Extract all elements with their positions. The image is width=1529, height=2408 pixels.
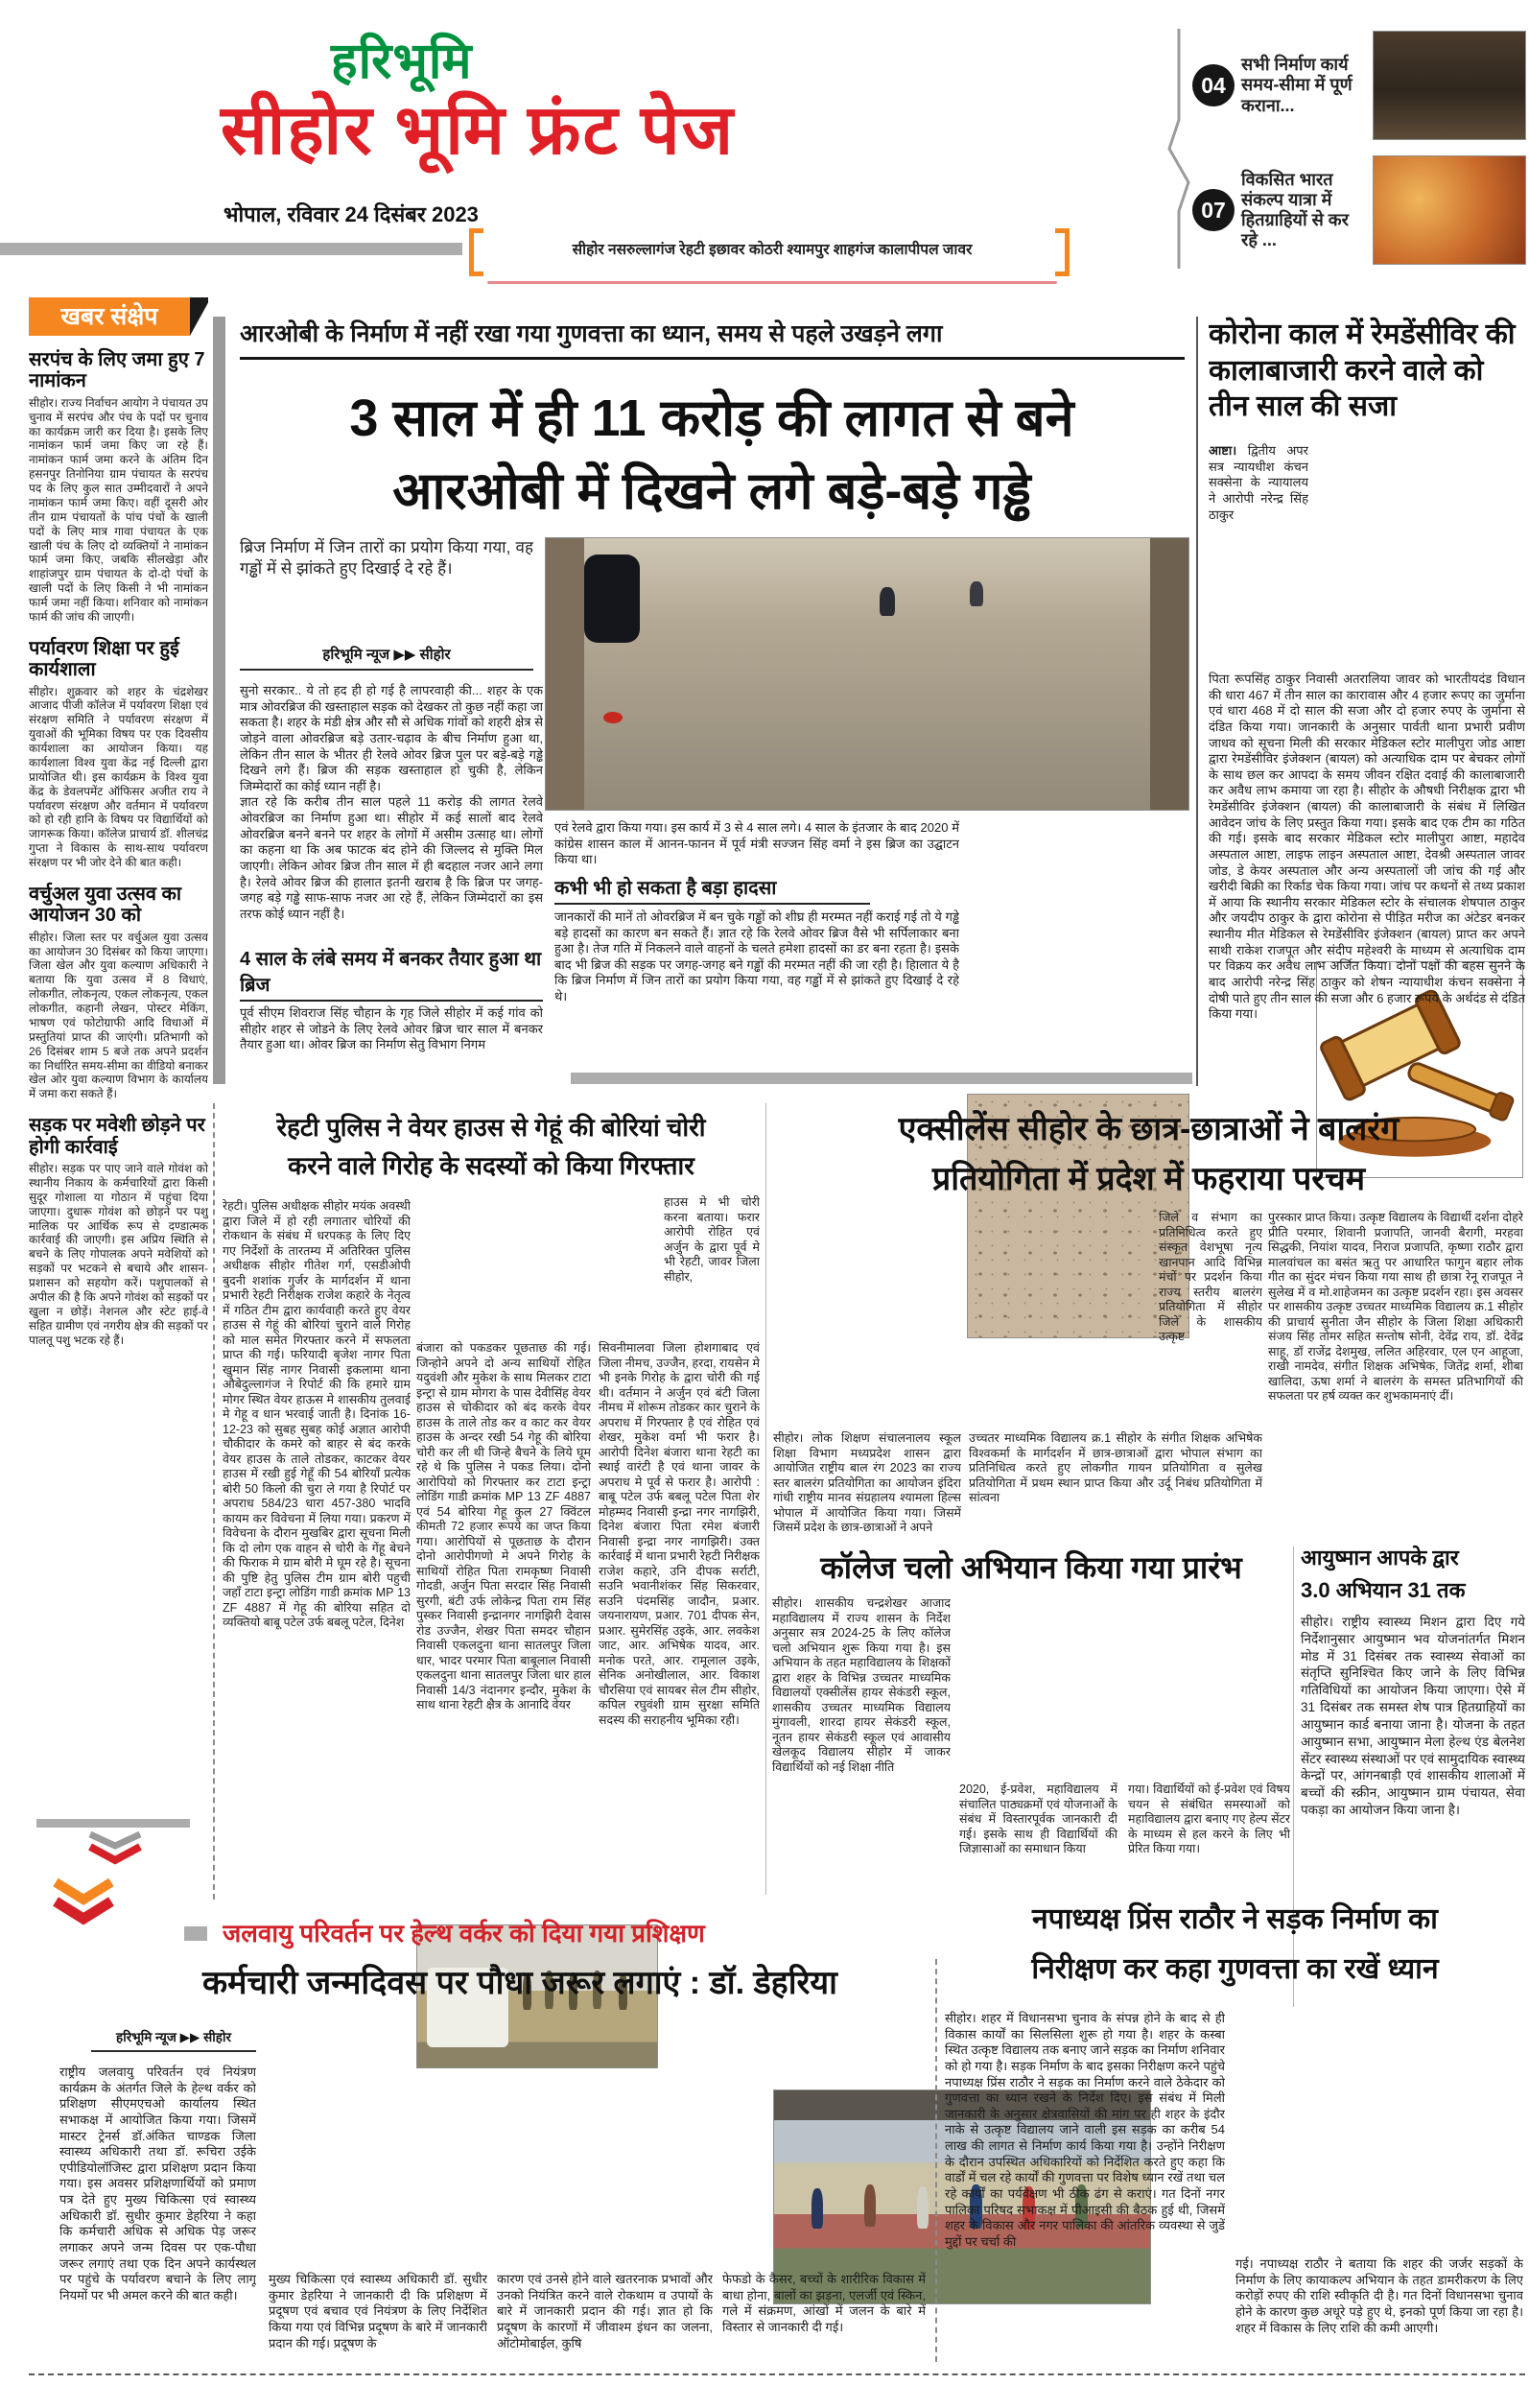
road-headline-line2: निरीक्षण कर कहा गुणवत्ता का रखें ध्यान [1031, 1953, 1439, 1985]
road-headline-line1: नपाध्यक्ष प्रिंस राठौर ने सड़क निर्माण का [1032, 1903, 1438, 1935]
lead-para-2: ज्ञात रहे कि करीब तीन साल पहले 11 करोड़ की लागत रेलवे ओवरब्रिज का निर्माण हुआ था। सीहोर में कई सालों बाद रेलवे ओवरब्रिज बनने बनने पर शहर के लोगों में असीम उत्साह था। लोगों का कहना था कि अब फाटक बंद होने की जिल्लद से मुक्ति मिल जाएगी। लेकिन ओवर ब्रिज तीन साल में ही बदहाल नजर आने लगा है। रेलवे ओवर ब्रिज की हालात इतनी खराब है कि ब्रिज पर जगह-जगह बड़े गड्ढे साफ-साफ नजर आ रहे हैं, लेकिन जिम्मेदारों का इस तरफ कोई ध्यान नहीं है। [240, 794, 543, 921]
brief-title: वर्चुअल युवा उत्सव का आयोजन 30 को [29, 883, 182, 927]
teaser-divider-line [1166, 29, 1191, 269]
yatra-crowd-photo [1373, 155, 1526, 265]
lead-para-4: जानकारों की मानें तो ओवरब्रिज में बन चुके गड्ढों को शीघ्र ही मरम्मत नहीं कराई गई तो ये गड्ढे बड़े हादसों का कारण बन सकते हैं। ज्ञात रहे कि रेलवे ओवर ब्रिज वैसे भी सर्पिलाकार बना हुआ है। तेज गति में निकलने वाले वाहनों के चलते हमेशा हादसों का डर बना रहता है। इसके बाद भी ब्रिज की सड़क पर जगह-जगह बने गड्ढों की मरम्मत नहीं की जा रही है। हिालात ये है कि ब्रिज निर्माण में जिन तारों का प्रयोग किया गया, वह गड्ढों में से झांकते हुए दिखाई दे रहे थे। [554, 909, 959, 1003]
masthead-dateline: भोपाल, रविवार 24 दिसंबर 2023 [223, 202, 479, 226]
rehti-headline-line2: करने वाले गिरोह के सदस्यों को किया गिरफ्तार [288, 1151, 694, 1180]
sidebar-footer-bar [36, 1819, 190, 1828]
brief-body: सीहोर। राज्य निर्वाचन आयोग ने पंचायत उप चुनाव में सरपंच और पंच के पदों पर चुनाव का कार्यक्रम जारी कर दिया है। इसके लिए नामांकन फार्म जमा किए जा रहे हैं। नामांकन फार्म जमा करने के अंतिम दिन हसनपुर तिनोनिया ग्राम पंचायत के सरपंच पद के लिए कुल सात उम्मीदवारों ने अपने नामांकन फार्म जमा किए। वहीं दूसरी ओर तीन ग्राम पंचायतों के पांच पंचों के खाली पदों के लिए मात्र गावा पंचायत के एक खाली पंच के लिए दो व्यक्तियों ने नामांकन फार्म जमा किए, जबकि सीलखेड़ा और शाहांजपुर ग्राम पंचायत के दो-दो पंचों के खाली पदों के लिए किसी ने भी नामांकन फार्म जमा नहीं किया। शनिवार को नामांकन फार्म की जांच की जाएगी। [29, 395, 208, 624]
section-divider-dashed [935, 1959, 937, 2362]
training-strip-headline: जलवायु परिवर्तन पर हेल्थ वर्कर को दिया गया प्रशिक्षण [223, 1919, 705, 1948]
road-column-2: गई। नपाध्यक्ष राठौर ने बताया कि शहर की जर्जर सड़कों के निर्माण के लिए कायाकल्प अभियान के तहत डामरीकरण के लिए करोड़ों रुपए की राशि स्वीकृति दी है। गत दिनों विधानसभा चुनाव होने के कारण कुछ अधूरे पड़े हुए थे, इनको पूर्ण किया जा रहा है। शहर में विकास के लिए राशि की कमी आएगी। [1235, 2256, 1523, 2335]
balrang-side-column: जिले व संभाग का प्रतिनिधित्व करते हुए संस्कृत वेशभूषा नृत्य खानपान आदि विभिन्न मंचों पर प्रदर्शन किया राज्य स्तरीय बालरंग प्रतियोगिता में सीहोर जिले के शासकीय उत्कृष्ट [1159, 1211, 1262, 1343]
lead-story-left-bar [213, 317, 225, 1084]
edition-nav: सीहोर नसरुल्लागंज रेहटी इछावर कोठरी श्यामपुर शाहगंज कालापीपल जावर [572, 242, 973, 258]
court-story-headline: कोरोना काल में रेमडेंसीविर की कालाबाजारी करने वाले को तीन साल की सजा [1209, 319, 1516, 422]
lead-para-1: सुनो सरकार.. ये तो हद ही हो गई है लापरवाही की... शहर के एक मात्र ओवरब्रिज की खस्ताहाल सड़क को देखकर तो कुछ नहीं कहा जा सकता है। शहर के मंडी क्षेत्र और सौ से अधिक गांवों को शहरी क्षेत्र से जोड़ने वाला ओवरब्रिज बड़े उतार-चढ़ाव के बीच निर्माण हुआ था, लेकिन तीन साल के भीतर ही रेलवे ओवर ब्रिज पुल पर बड़े-बड़े गड्ढे दिखने लगे हैं। ब्रिज की सड़क खस्ताहाल हो चुकी है, लेकिन जिम्मेदारों का कोई ध्यान नहीं है। [240, 683, 543, 793]
college-column-3: गया। विद्यार्थियों को ई-प्रवेश एवं विषय चयन से संबंधित समस्याओं को महाविद्यालय द्वारा बनाए गए हेल्प सेंटर के माध्यम से हल करने के लिए भी प्रेरित किया गया। [1128, 1782, 1290, 1855]
brief-title: सड़क पर मवेशी छोड़ने पर होगी कार्रवाई [29, 1115, 205, 1158]
banner-fold-decoration [190, 297, 208, 336]
byline-agency: हरिभूमि न्यूज [322, 647, 390, 663]
masthead-brand: हरिभूमि [331, 34, 473, 89]
section-divider-dashed [213, 1103, 215, 1900]
student-figure [864, 2184, 876, 2227]
lead-para-3b: एवं रेलवे द्वारा किया गया। इस कार्य में 3 से 4 साल लगे। 4 साल के इंतजार के बाद 2020 में कांग्रेस शासन काल में आनन-फानन में पूर्व मंत्री सज्जन सिंह वर्मा ने इस ब्रिज का उद्घाटन किया था। [554, 820, 959, 867]
college-column-1: सीहोर। शासकीय चन्द्रशेखर आजाद महाविद्यालय में राज्य शासन के निर्देश अनुसार सत्र 2024-25 के लिए कॉलेज चलो अभियान शुरू किया गया है। इस अभियान के तहत महाविद्यालय के शिक्षकों द्वारा शहर के विभिन्न उच्चतर माध्यमिक विद्यालयों एक्सीलेंस हायर सेकंडरी स्कूल, शासकीय उच्चतर माध्यमिक विद्यालय मुंगावली, शारदा हायर सेकंडरी स्कूल, नूतन हायर सेकंडरी स्कूल एवं आवासीय खेलकूद विद्यालय सीहोर में जाकर विद्यार्थियों को नई शिक्षा नीति [772, 1596, 951, 1774]
brief-body: सीहोर। सड़क पर पाए जाने वाले गोवंश को स्थानीय निकाय के कर्मचारियों द्वारा किसी सुदूर गोशाला या गोठान में पहुंचा दिया जाएगा। दुधारू गोवंश को छोड़ने पर पशु मालिक पर आर्थिक रूप से दण्डात्मक कार्रवाई की जाएगी। इस अप्रिय स्थिति से बचने के लिए गोपालक अपने मवेशियों को सड़कों पर भटकने से बचाये और शासन-प्रशासन को सहयोग करें। पशुपालकों से अपील की है कि अपने गोवंश को सड़कों पर खुला न छोड़ें। नेशनल और स्टेट हाई-वे सहित ग्रामीण एवं नगरीय क्षेत्र की सड़कों पर पालतू पशु भटक रहे हैं। [29, 1162, 208, 1347]
lead-story-byline [240, 645, 533, 671]
column-rule [1196, 317, 1198, 1086]
college-column-2: 2020, ई-प्रवेश, महाविद्यालय में संचालित पाठ्यक्रमों एवं योजनाओं के संबंध में विस्तारपूर्वक जानकारी दी गई। इसके साथ ही विद्यार्थियों की जिज्ञासाओं का समाधान किया [959, 1782, 1117, 1855]
ayushman-body: सीहोर। राष्ट्रीय स्वास्थ्य मिशन द्वारा दिए गये निर्देशानुसार आयुष्मान भव योजनांतर्गत मिशन मोड में 31 दिसंबर तक स्वास्थ्य सेवाओं का संतृप्ति सुनिश्चित किए जाने के लिए विभिन्न गतिविधियों का आयोजन किया जाएगा। ऐसे में 31 दिसंबर तक समस्त शेष पात्र हितग्राहियों का आयुष्मान कार्ड बनाया जाना है। योजना के तहत आयुष्मान सभा, आयुष्मान मेला हेल्थ एंड बेलनेश सेंटर स्वास्थ्य संस्थाओं पर एवं सामुदायिक स्वास्थ्य केन्द्रों पर, आंगनबाड़ी एवं शासकीय शालाओं में बच्चों की स्क्रीन, आयुष्मान ग्राम पंचायत, सेवा पकड़ा का आयोजन किया जाना है। [1301, 1615, 1525, 1817]
teaser-headline: सभी निर्माण कार्य समय-सीमा में पूर्ण कराना... [1241, 55, 1353, 115]
fast-forward-icon: ▶▶ [393, 647, 416, 663]
court-lead-text: द्वितीय अपर सत्र न्यायधीश कंचन सक्सेना के न्यायालय ने आरोपी नरेन्द्र सिंह ठाकुर [1209, 443, 1308, 522]
plant-column-1: राष्ट्रीय जलवायु परिवर्तन एवं नियंत्रण कार्यक्रम के अंतर्गत जिले के हेल्थ वर्कर को प्रशिक्षण सीएमएचओ कार्यालय स्थित सभाकक्ष में आयोजित किया गया। जिसमें मास्टर ट्रेनर्स डॉ.अंकित चाण्डक जिला स्वास्थ्य अधिकारी तथा डॉ. रूचिरा उईके एपीडियोलॉजिस्ट द्वारा प्रशिक्षण प्रदान किया गया। इस अवसर प्रशिक्षणार्थियों को प्रमाण पत्र देते हुए मुख्य चिकित्सा एवं स्वास्थ्य अधिकारी डॉ. सुधीर कुमार डेहरिया ने कहा कि कर्मचारी अधिक से अधिक पेड़ जरूर लगाकर अपने जन्म दिवस पर एक-पौधा जरूर लगाएं तथा एक दिन अपने कार्यस्थल पर पहुंचे के पर्यावरण बचाने के लिए लागू नियमों पर भी अमल करने की बात कही। [59, 2065, 256, 2302]
balrang-headline-line1: एक्सीलेंस सीहोर के छात्र-छात्राओं ने बालरंग [898, 1111, 1400, 1147]
plant-column-3: कारण एवं उनसे होने वाले खतरनाक प्रभावों और उनको नियंत्रित करने वाले रोकथाम व उपायों के बारे में जानकारी प्रदान की गई। ज्ञात हो कि प्रदूषण के कारणों में जीवाश्म इंधन का जलना, ऑटोमोबाईल, कुषि [497, 2272, 713, 2350]
lead-story-headline-line2: आरओबी में दिखने लगे बड़े-बड़े गड्ढे [392, 462, 1031, 520]
lead-story-headline-line1: 3 साल में ही 11 करोड़ की लागत से बने [349, 390, 1074, 447]
lead-story-bottom-bar [571, 1073, 1192, 1084]
header-gray-bar [0, 243, 462, 255]
balrang-below-column-2: उच्चतर माध्यमिक विद्यालय क्र.1 सीहोर के संगीत शिक्षक अभिषेक विश्वकर्मा के मार्गदर्शन में छात्र-छात्राओं द्वारा भोपाल संभाग का प्रतिनिधित्व करते हुए लोकगीत गायन प्रतियोगिता व सुलेख प्रतियोगिता में प्रथम स्थान प्राप्त किया और उर्दू निबंध प्रतियोगिता में सांत्वना [969, 1431, 1262, 1504]
rehti-column-2: बंजारा को पकडकर पूछताछ की गई। जिन्होने अपने दो अन्य साथियों रोहित यदुवंशी और मुकेश के साथ मिलकर टाटा इन्ट्रा से ग्राम मोगरा के पास देवीसिंह वेयर हाउस से चोकीदार को बंद करके वेयर हाउस के ताले तोड कर व काट कर वेयर हाउस के अन्दर रखी 54 गेहू की बोरिया चोरी कर ली थी जिन्हे बैचने के लिये घूम रहे थे कि पुलिस ने पकड लिया। दोनो आरोपियो को गिरफ्तार कर टाटा इन्ट्रा लोडिंग गाडी क्रमांक MP 13 ZF 4887 एवं 54 बोरिया गेहू कुल 27 क्विंटल कीमती 72 हजार रूपये का जप्त किया गया। आरोपियों से पूछताछ के दौरान दोनो आरोपीगणो मे अपने गिरोह के साथियों रोहित पिता रामकृष्ण निवासी गोदडी, अर्जुन पिता सरदार सिंह निवासी सुरगी, बंटी उर्फ लोकेन्द्र पिता राम सिंह पुस्कर निवासी इन्द्रानगर नागझिरी देवास रोड उज्जैन, शेखर पिता समदर चौहान निवासी एकलदुना थाना सातलपुर जिला धार, भादर परमार पिता बाबूलाल निवासी एकलदुना थाना सातलपुर जिला धार हाल निवासी 14/3 नंदानगर इन्दौर, मुकेश के साथ थाना रेहटी क्षैत्र के आनादि वेयर [416, 1341, 591, 1712]
rider-figure [880, 587, 895, 616]
chevron-down-icon [50, 1877, 117, 1932]
masthead-title: सीहोर भूमि फ्रंट पेज [221, 92, 736, 169]
brief-title: पर्यावरण शिक्षा पर हुई कार्यशाला [29, 637, 179, 681]
teaser-item [1192, 153, 1526, 267]
teaser-headline: विकसित भारत संकल्प यात्रा में हितग्राहियों से कर रहे ... [1241, 169, 1349, 250]
balrang-below-column-1: सीहोर। लोक शिक्षण संचालनालय स्कूल शिक्षा विभाग मध्यप्रदेश शासन द्वारा आयोजित राष्ट्रीय बाल रंग 2023 का राज्य स्तर बालरंग प्रतियोगिता का आयोजन इंदिरा गांधी राष्ट्रीय मानव संग्रहालय श्यामला हिल्स भोपाल में आयोजित किया गया। जिसमें जिसमें प्रदेश के छात्र-छात्राओं ने अपने [773, 1431, 961, 1534]
lead-story-subsection [240, 945, 543, 1070]
bridge-road-photo [545, 537, 1189, 811]
balrang-right-column: पुरस्कार प्राप्त किया। उत्कृष्ट विद्यालय के विद्यार्थी दर्शना दोहरे प्रीति परमार, शिवानी प्रजापति, जानवी बैरागी, मरहवा सिद्धकी, नियांश यादव, निराज प्रजापति, कृष्णा राठौर द्वारा मालवांचल का बसंत ऋतु पर आधारित फागुन बहार लोक गीत का सुंदर मंचन किया गया साथ ही छात्रा रेनू राजपूत ने सुलेख में व मो.शाहेजमन का उत्कृष्ट प्रदर्शन रहा। इस अवसर पर शासकीय उत्कृष्ट उच्चतर माध्यमिक विद्यालय क्र.1 सीहोर की प्राचार्य सुनीता जैन सीहोर के जिला शिक्षा अधिकारी संजय सिंह तोमर सहित सन्तोष सोनी, देवेंद्र राय, डॉ. देवेंद्र साहू, डॉ राजेंद्र देशमुख, ललित अहिरवार, एल एन आहूजा, राखी नामदेव, संगीत शिक्षक अभिषेक, जितेंद्र शर्मा, शीबा खालिदा, ऊषा शर्मा ने बालरंग के समस्त प्रतिभागियों की सफलता पर हर्ष व्यक्त कर शुभकामनाएं दीं। [1268, 1211, 1523, 1403]
student-figure [812, 2188, 823, 2229]
column-rule [765, 1103, 766, 1895]
ayushman-headline-line2: 3.0 अभियान 31 तक [1301, 1578, 1466, 1602]
plant-story-byline [91, 2028, 256, 2052]
byline-place: सीहोर [419, 647, 451, 663]
news-brief-banner [29, 297, 190, 336]
nav-underline [487, 281, 1057, 284]
news-brief-sidebar [29, 297, 208, 1813]
collector-meeting-photo [1373, 31, 1526, 140]
column-rule [1293, 1546, 1294, 2007]
nav-bracket-left [469, 228, 483, 276]
balrang-headline-line2: प्रतियोगिता में प्रदेश में फहराया परचम [931, 1161, 1366, 1197]
college-headline: कॉलेज चलो अभियान किया गया प्रारंभ [820, 1550, 1242, 1585]
court-story-lead [1209, 443, 1308, 662]
brief-body: सीहोर। शुक्रवार को शहर के चंद्रशेखर आजाद पीजी कॉलेज में पर्यावरण शिक्षा एवं संरक्षण समिति ने पर्यावरण संरक्षण में युवाओं की भूमिका विषय पर एक दिवसीय कार्यशाला का आयोजन किया। यह कार्यशाला विश्व युवा केंद्र नई दिल्ली द्वारा प्रायोजित थी। इस कार्यक्रम के विश्व युवा केंद्र के डेवलपमेंट ऑफिसर अजीत राय ने पर्यावरण संरक्षण और वर्तमान में पर्यावरण को हो रही हानि के विषय पर विद्यार्थियों को जागरूक किया। कॉलेज प्राचार्य डॉ. शीलचंद्र गुप्ता ने विकास के साथ-साथ पर्यावरण संरक्षण पर भी जोर देने की बात कही। [29, 684, 208, 870]
court-dateline: आष्टा। [1209, 443, 1237, 458]
plant-column-2: मुख्य चिकित्सा एवं स्वास्थ्य अधिकारी डॉ. सुधीर कुमार डेहरिया ने जानकारी दी कि प्रशिक्षण में प्रदूषण एवं बचाव एवं नियंत्रण के लिए निर्देशित किया गया एवं विभिन्न प्रदूषण के बारे में जानकारी प्रदान की गई। प्रदूषण के [269, 2272, 487, 2350]
student-figure [917, 2186, 929, 2229]
motorcyclist-silhouette [584, 555, 640, 643]
rehti-headline-line1: रेहटी पुलिस ने वेयर हाउस से गेहूं की बोरियां चोरी [276, 1113, 706, 1142]
lead-story-subhead-1: 4 साल के लंबे समय में बनकर तैयार हुआ था ब्रिज [240, 945, 543, 1002]
road-column-1: सीहोर। शहर में विधानसभा चुनाव के संपन्न होने के बाद से ही विकास कार्यों का सिलसिला शुरू हो गया है। शहर के कस्बा स्थित उत्कृष्ट विद्यालय तक बनाए जाने सड़क का निर्माण शनिवार को हो गया है। सड़क निर्माण के बाद इसका निरीक्षण करने पहुंचे नपाध्यक्ष प्रिंस राठौर ने सड़क का निर्माण करने वाले ठेकेदार को गुणवत्ता का ध्यान रखने के निर्देश दिए। इस संबंध में मिली जानकारी के अनुसार क्षेत्रवासियों की मांग पर ही शहर के इंदौर नाके से उत्कृष्ट विद्यालय जाने वाली इस सड़क का करीब 54 लाख की लागत से निर्माण कार्य किया गया है। उन्होंने निरीक्षण के दौरान उपस्थित अधिकारियों को निर्देशित करते हुए कहा कि वार्डों में चल रहे कार्यों की गुणवत्ता पर विशेष ध्यान रखें तथा चल रहे कार्यों का पर्यवेक्षण भी ठीक ढंग से कराएं। गत दिनों नगर पालिका परिषद सभाकक्ष में पीआइसी की बैठक हुई थी, जिसमें शहर के विकास और नगर पालिका की आंतरिक व्यवस्था से जुडें मुद्दों पर चर्चा की [945, 2011, 1225, 2249]
rehti-column-3: सिवनीमालवा जिला होशगाबाद एवं जिला नीमच, उज्जैन, हरदा, रायसेन मे भी इनके गिरोह के द्वारा चोरी की गई थी। वर्तमान ने अर्जुन एवं बंटी जिला नीमच में शोरूम तोडकर कार चुराने के अपराध में गिरफ्तार है एवं रोहित एवं शेखर, मुकेश वर्मा भी फरार है। आरोपी दिनेश बंजारा थाना रेहटी का स्थाई वारंटी है एवं थाना जावर के अपराध मे पूर्व से फरार है। आरोपी : बाबू पटेल उर्फ बबलू पटेल पिता शेर मोहम्मद निवासी इन्द्रा नगर नागझिरी, दिनेश बंजारा पिता रमेश बंजारी निवासी इन्द्रा नगर नागझिरी। उक्त कार्रवाई में थाना प्रभारी रेहटी निरीक्षक राजेश कहारे, उनि दीपक सर्राटी, सउनि भवानीशंकर सिंह सिकरवार, सउनि पंदमसिंह जादौन, प्रआर. जयनारायण, प्रआर. 701 दीपक सेन, प्रआर. सुमेरसिंह उइके, आर. लवकेश जाट, आर. अभिषेक यादव, आर. मनोक परते, आर. रामूलाल उइके, सेनिक अनोखीलाल, आर. विकाश चौरसिया एवं सायबर सेल टीम सीहोर, कपिल रघुवंशी ग्राम सुरक्षा समिति सदस्य की सराहनीय भूमिका रही। [599, 1341, 760, 1727]
plant-column-4: फेफडो के कैसर, बच्चों के शारीरिक विकास में बाधा होना, बालों का झड़ना, एलर्जी एवं स्किन, गले में संक्रमण, आंखों में जलन के बारे में विस्तार से जानकारी दी गई। [722, 2272, 926, 2334]
byline-agency: हरिभूमि न्यूज [116, 2030, 176, 2044]
lead-story-kicker: आरओबी के निर्माण में नहीं रखा गया गुणवत्ता का ध्यान, समय से पहले उखड़ने लगा [240, 317, 1185, 360]
brief-title: सरपंच के लिए जमा हुए 7 नामांकन [29, 349, 205, 392]
rider-figure [970, 581, 983, 606]
brief-body: सीहोर। जिला स्तर पर वर्चुअल युवा उत्सव का आयोजन 30 दिसंबर को किया जाएगा। जिला खेल और युवा कल्याण अधिकारी ने बताया कि युवा उत्सव में 8 विधाएं, लोकगीत, लोकनृत्य, एकल लोकनृत्य, एकल लोकगीत, कहानी लेखन, पोस्टर मेकिंग, भाषण एवं फोटोग्राफी आदि विधाओं में प्रस्तुतियां प्राप्त की जाएंगी। प्रतिभागी को 26 दिसंबर शाम 5 बजे तक अपने प्रदर्शन का निर्धारित समय-सीमा का वीडियो बनाकर खेल ओर युवा कल्याण विभाग के कार्यालय में जमा करा सकते हैं। [29, 930, 208, 1101]
news-brief-banner-label: खबर संक्षेप [60, 303, 158, 330]
plant-story-headline: कर्मचारी जन्मदिवस पर पौधा जरूर लगाएं : डॉ. डेहरिया [202, 1965, 837, 2001]
lead-story-standfirst: ब्रिज निर्माण में जिन तारों का प्रयोग किया गया, वह गड्ढों में से झांकते हुए दिखाई दे रहे हैं। [240, 538, 533, 578]
teaser-page-badge: 07 [1192, 189, 1235, 231]
strip-bullet [184, 1926, 207, 1941]
lead-para-3a: पूर्व सीएम शिवराज सिंह चौहान के गृह जिले सीहोर में कई गांव को सीहोर शहर से जोडने के लिए रेलवे ओवर ब्रिज चार साल में बनकर तैयार हुआ था। ओवर ब्रिज का निर्माण सेतु विभाग निगम [240, 1005, 543, 1052]
court-story-body: पिता रूपसिंह ठाकुर निवासी अतरालिया जावर को भारतीयदंड विधान की धारा 467 में तीन साल का कारावास और 4 हजार रूपए का जुर्माना एवं धारा 468 में दो साल की सजा और दो हजार रुपए के जुर्माना से दंडित किया गया। जानकारी के अनुसार पार्वती थाना प्रभारी प्रवीण जाधव को सूचना मिली की सरकार मेडिकल स्टोर मालीपुरा जोड आष्टा द्वारा रेमडेंसीविर इंजेक्शन (बायल) को अत्याधिक दाम पर बेचकर लोगों के साथ छल कर आपदा के समय जीवन रक्षित दवाई की कालाबाजारी कर अवैध लाभ कमाया जा रहा है। सीहोर के औषधी निरीक्षक द्वारा भी रेमडेंसीविर इंजेक्शन (बायल) की कालाबाजारी के संबंध में लिखित आवेदन जांच के लिए प्रस्तुत किया गया। इसके बाद एक टीम का गठित की गई। इसके बाद सरकार मेडिकल स्टोर मालीपुरा आष्टा, महादेव अस्पताल आष्टा, लाइफ लाइन अस्पताल आष्टा, देवश्री अस्पताल जावर जोड, डे केयर अस्पताल और अन्य अस्पतालों जी जांच की गई और खरीदी बिक्री का रिर्काड चेक किया गया। जांच पर कथनों से तथ्य प्रकाश में आया कि स्थानीय सरकार मेडिकल स्टोर के संचालक शेषपाल ठाकुर और जयदीप ठाकुर के द्वारा कोरोना से पीड़ित मरीज का अंटेडर बनकर स्थानीय मीत मेडिकल से रेमडेंसीविर इंजेक्शन (बायल) प्राप्त कर अपने साथी राकेश राजपूत और संदीप महेश्वरी के माध्यम से अत्याधिक दाम पर विक्रय कर अवैध लाभ अर्जित किया। दोनों पक्षों की बहस सुनने के बाद आरोपी नरेन्द्र सिंह ठाकुर को शेषन न्यायाधीश कंचन सक्सेना ने दोषी पाते हुए तीन साल की सजा और 6 हजार रूपये के अर्थदंड से दंडित किया गया। [1209, 672, 1525, 1022]
lead-story-column-2 [554, 820, 959, 1068]
chevron-down-icon [84, 1830, 146, 1869]
rehti-column-sliver: हाउस मे भी चोरी करना बताया। फरार आरोपी रोहित एवं अर्जुन के द्वारा पूर्व मे भी रेहटी, जावर जिला सीहोर, [664, 1195, 760, 1284]
nav-bracket-right [1055, 228, 1070, 276]
lead-story-subhead-2: कभी भी हो सकता है बड़ा हादसा [554, 874, 870, 905]
teaser-page-badge: 04 [1192, 64, 1235, 106]
tail-light [603, 712, 623, 723]
rehti-column-1: रेहटी। पुलिस अधीक्षक सीहोर मयंक अवस्थी द्वारा जिले में हो रही लगातार चोरियों की रोकथान के संबंध में धरपकड़ के लिए दिए गए निर्देशों के तारतम्य में अतिरिक्त पुलिस अधीक्षक सीहोर गीतेश गर्ग, एसडीओपी बुदनी शशांक गुर्जर के मार्गदर्शन में थाना प्रभारी रेहटी निरीक्षक राजेश कहारे के नेतृत्व में गठित टीम द्वारा कार्यवाही करते हुए वेयर हाउस से गेहूं की बोरियां चुराने वाले गिरोह को माल समेत गिरफ्तार करने में सफलता प्राप्त की गई। फरियादी बृजेश नागर पिता खुमान सिंह नागर निवासी इकलामा थाना औबेदुल्लागंज ने रिपोर्ट की कि हमारे ग्राम मोगर स्थित वेयर हाऊस मे शासकीय तुलवाई मे गेहू व धान भरवाई जाती है। दिनांक 16-12-23 को सुबह सुबह कोई अज्ञात आरोपी चौकीदार के कमरे को बाहर से बंद करके वेयर हाउस के ताले तोडकर, काटकर वेयर हाउस में रखी हुई गेहूँ की 54 बोरियाँ प्रत्येक बोरी 50 किलो की चुरा ले गया है रिपोर्ट पर अपराध 584/23 धारा 457-380 भादवि कायम कर विवेचना में लिया गया। प्रकरण में विवेचना के दौरान मुखबिर द्वारा सूचना मिली कि दो लोग एक वाहन से चोरी के गेंहू बेचने की फिराक मे ग्राम बोरी मे घूम रहे है। सूचना की पुष्टि हेतु पुलिस टीम ग्राम बोरी पहुची जहाँ टाटा इन्ट्रा लोडिंग गाडी क्रमांक MP 13 ZF 4887 में गेहू की बोरिया सहित दो व्यक्तियो बाबू पटेल उर्फ बबलू पटेल, दिनेश [223, 1199, 411, 1629]
bottom-dashed-rule [29, 2373, 1525, 2375]
ayushman-headline-line1: आयुष्मान आपके द्वार [1301, 1546, 1459, 1570]
teaser-item [1192, 29, 1526, 142]
fast-forward-icon: ▶▶ [179, 2030, 200, 2044]
byline-place: सीहोर [203, 2030, 231, 2044]
